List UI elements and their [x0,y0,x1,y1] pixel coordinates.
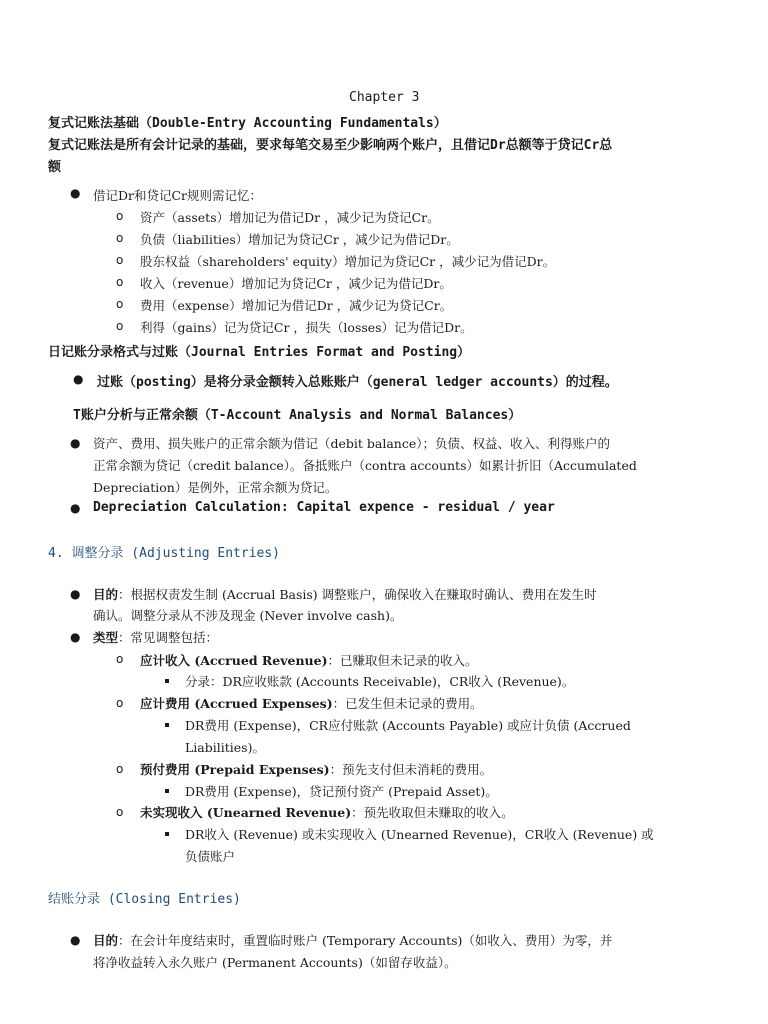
circle-bullet-icon: o [116,696,124,710]
type-name: 预付费用 (Prepaid Expenses) [140,762,330,777]
intro-text-line2: 额 [48,160,62,175]
entry-text: DR收入 (Revenue) 或未实现收入 (Unearned Revenue)，CR收入 (Revenue) 或 [185,827,654,842]
rules-heading: 借记Dr和贷记Cr规则需记忆： [93,188,263,203]
circle-bullet-icon: o [116,762,124,776]
closing-heading: 结账分录 (Closing Entries) [48,892,241,907]
circle-bullet-icon: o [116,297,124,311]
bullet-icon: ● [70,587,81,601]
entry-text: 负债账户 [185,849,236,864]
types-text: ：常见调整包括： [118,630,219,645]
square-bullet-icon [165,832,169,836]
purpose-label: 目的 [93,587,119,602]
bullet-icon: ● [73,372,84,386]
page-title: 复式记账法基础（Double-Entry Accounting Fundamentals） [48,116,447,131]
normal-balance-line3: Depreciation）是例外，正常余额为贷记。 [93,480,338,495]
types-label: 类型 [93,630,119,645]
rule-item: 费用（expense）增加记为借记Dr ，减少记为贷记Cr。 [140,298,453,313]
rule-item: 收入（revenue）增加记为贷记Cr ，减少记为借记Dr。 [140,276,452,291]
square-bullet-icon [165,723,169,727]
entry-text: Liabilities)。 [185,740,265,755]
purpose-text-line2: 确认。调整分录从不涉及现金 (Never involve cash)。 [93,608,403,623]
type-name: 应计费用 (Accrued Expenses) [140,696,333,711]
circle-bullet-icon: o [116,231,124,245]
normal-balance-line1: 资产、费用、损失账户的正常余额为借记（debit balance）；负债、权益、收入、利得账户的 [93,436,610,451]
type-name: 应计收入 (Accrued Revenue) [140,653,328,668]
square-bullet-icon [165,789,169,793]
entry-text: DR费用 (Expense)，CR应付账款 (Accounts Payable) 或应计负债 (Accrued [185,718,631,733]
square-bullet-icon [165,679,169,683]
circle-bullet-icon: o [116,319,124,333]
rule-item: 利得（gains）记为贷记Cr ，损失（losses）记为借记Dr。 [140,320,473,335]
type-desc: ：已赚取但未记录的收入。 [327,653,478,668]
closing-text-line2: 将净收益转入永久账户 (Permanent Accounts)（如留存收益）。 [93,955,457,970]
chapter-label: Chapter 3 [349,90,420,105]
bullet-icon: ● [70,501,81,515]
intro-text-line1: 复式记账法是所有会计记录的基础，要求每笔交易至少影响两个账户，且借记Dr总额等于贷记Cr总 [48,138,613,153]
entry-text: DR费用 (Expense)，贷记预付资产 (Prepaid Asset)。 [185,784,498,799]
type-name: 未实现收入 (Unearned Revenue) [140,805,352,820]
circle-bullet-icon: o [116,805,124,819]
type-desc: ：预先支付但未消耗的费用。 [329,762,493,777]
depreciation-text: Depreciation Calculation: Capital expence - residual / year [93,500,555,515]
rule-item: 资产（assets）增加记为借记Dr ，减少记为贷记Cr。 [140,210,440,225]
normal-balance-line2: 正常余额为贷记（credit balance）。备抵账户（contra accounts）如累计折旧（Accumulated [93,458,637,473]
circle-bullet-icon: o [116,209,124,223]
circle-bullet-icon: o [116,652,124,666]
posting-text: 过账（posting）是将分录金额转入总账账户（general ledger accounts）的过程。 [97,375,618,390]
adjusting-heading: 4. 调整分录 (Adjusting Entries) [48,546,281,561]
closing-purpose-label: 目的 [93,933,119,948]
journal-heading: 日记账分录格式与过账（Journal Entries Format and Posting） [48,345,471,360]
type-desc: ：已发生但未记录的费用。 [332,696,483,711]
entry-text: 分录：DR应收账款 (Accounts Receivable)，CR收入 (Revenue)。 [185,674,575,689]
bullet-icon: ● [70,186,81,200]
purpose-text-line1: ：根据权责发生制 (Accrual Basis) 调整账户，确保收入在赚取时确认、费用在发生时 [118,587,597,602]
circle-bullet-icon: o [116,253,124,267]
circle-bullet-icon: o [116,275,124,289]
rule-item: 股东权益（shareholders' equity）增加记为贷记Cr ，减少记为借记Dr。 [140,254,556,269]
bullet-icon: ● [70,630,81,644]
type-desc: ：预先收取但未赚取的收入。 [351,805,514,820]
bullet-icon: ● [70,436,81,450]
closing-text-line1: ：在会计年度结束时，重置临时账户 (Temporary Accounts)（如收入、费用）为零，并 [118,933,613,948]
bullet-icon: ● [70,933,81,947]
taccount-heading: T账户分析与正常余额（T-Account Analysis and Normal Balances） [73,408,522,423]
rule-item: 负债（liabilities）增加记为贷记Cr ，减少记为借记Dr。 [140,232,459,247]
